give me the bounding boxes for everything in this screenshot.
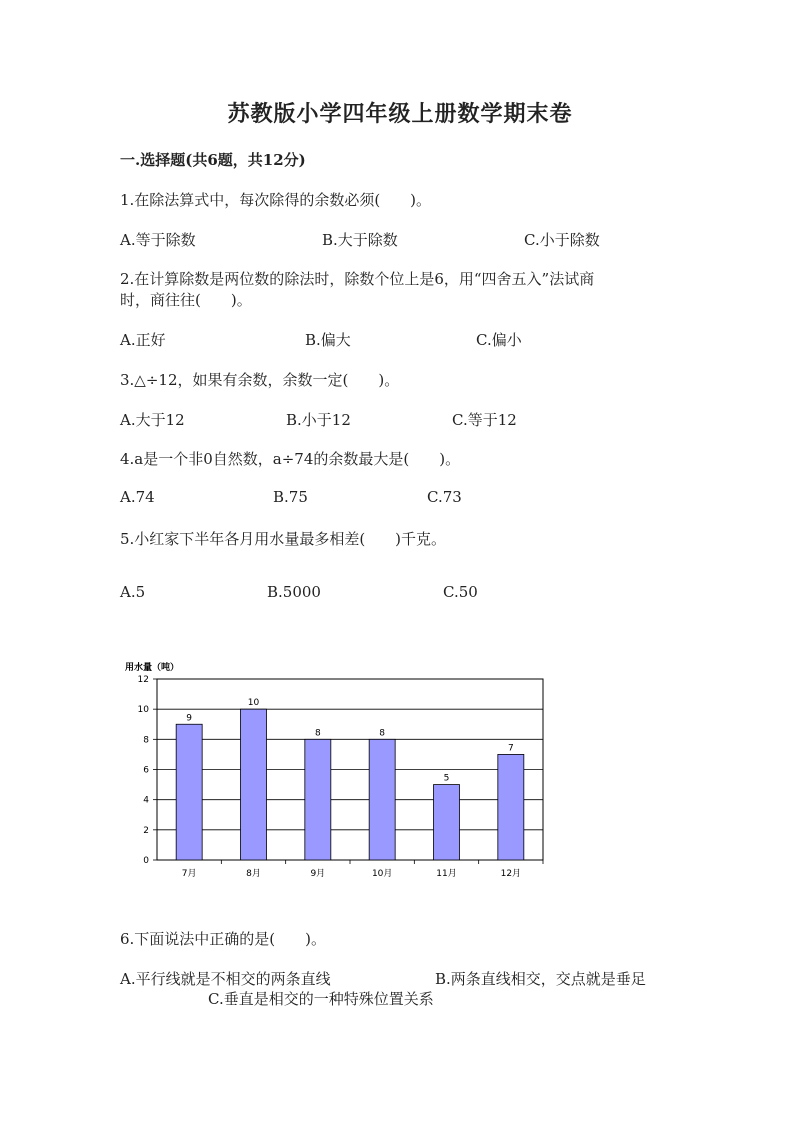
q1-option-c[interactable]: C.小于除数 xyxy=(524,231,600,249)
x-tick-label: 12月 xyxy=(500,869,522,879)
question-1: 1.在除法算式中，每次除得的余数必须( )。 xyxy=(120,191,432,209)
bar xyxy=(241,709,267,860)
chart-title: 用水量（吨） xyxy=(125,663,180,673)
question-3: 3.△÷12，如果有余数，余数一定( )。 xyxy=(120,371,400,389)
q3-option-a[interactable]: A.大于12 xyxy=(120,411,185,429)
x-tick-label: 9月 xyxy=(310,869,326,879)
x-tick-label: 7月 xyxy=(181,869,197,879)
bar-value-label: 8 xyxy=(314,728,321,739)
x-tick-label: 8月 xyxy=(246,869,261,879)
q3-option-c[interactable]: C.等于12 xyxy=(452,411,517,429)
bar-value-label: 9 xyxy=(186,713,193,724)
bar-value-label: 5 xyxy=(443,773,450,784)
q5-option-a[interactable]: A.5 xyxy=(120,583,146,601)
bar xyxy=(176,724,202,860)
y-tick-label: 0 xyxy=(143,856,149,866)
bar-value-label: 10 xyxy=(247,698,260,709)
y-tick-label: 4 xyxy=(143,795,149,806)
bar xyxy=(305,739,331,860)
question-4: 4.a是一个非0自然数，a÷74的余数最大是( )。 xyxy=(120,450,461,468)
water-usage-bar-chart xyxy=(115,655,555,890)
y-tick-label: 2 xyxy=(143,825,149,836)
q1-option-a[interactable]: A.等于除数 xyxy=(120,231,196,249)
question-2-line-1: 2.在计算除数是两位数的除法时，除数个位上是6，用“四舍五入”法试商 xyxy=(120,270,595,288)
q2-option-a[interactable]: A.正好 xyxy=(120,331,166,349)
x-tick-label: 10月 xyxy=(371,869,393,879)
q2-option-b[interactable]: B.偏大 xyxy=(305,331,351,349)
bar-value-label: 7 xyxy=(507,743,514,754)
q5-option-c[interactable]: C.50 xyxy=(443,583,478,601)
y-tick-label: 10 xyxy=(137,705,149,716)
q6-option-a[interactable]: A.平行线就是不相交的两条直线 xyxy=(120,970,331,988)
q4-option-b[interactable]: B.75 xyxy=(273,488,308,506)
question-2-line-2: 时，商往往( )。 xyxy=(120,291,252,309)
q6-option-c[interactable]: C.垂直是相交的一种特殊位置关系 xyxy=(208,990,434,1008)
y-tick-label: 6 xyxy=(143,765,149,776)
x-tick-label: 11月 xyxy=(436,869,457,879)
question-5: 5.小红家下半年各月用水量最多相差( )千克。 xyxy=(120,530,447,548)
y-tick-label: 12 xyxy=(137,675,149,685)
section-heading: 一.选择题(共6题，共12分) xyxy=(120,151,306,169)
bar-value-label: 8 xyxy=(379,728,386,739)
q4-option-a[interactable]: A.74 xyxy=(120,488,155,506)
page-title: 苏教版小学四年级上册数学期末卷 xyxy=(227,101,573,127)
q1-option-b[interactable]: B.大于除数 xyxy=(322,231,398,249)
q4-option-c[interactable]: C.73 xyxy=(427,488,462,506)
bar xyxy=(434,785,460,860)
y-tick-label: 8 xyxy=(143,735,149,746)
q3-option-b[interactable]: B.小于12 xyxy=(286,411,351,429)
bar xyxy=(498,754,524,860)
q2-option-c[interactable]: C.偏小 xyxy=(476,331,522,349)
question-6: 6.下面说法中正确的是( )。 xyxy=(120,930,327,948)
q5-option-b[interactable]: B.5000 xyxy=(267,583,321,601)
bar xyxy=(369,739,395,860)
q6-option-b[interactable]: B.两条直线相交，交点就是垂足 xyxy=(435,970,646,988)
